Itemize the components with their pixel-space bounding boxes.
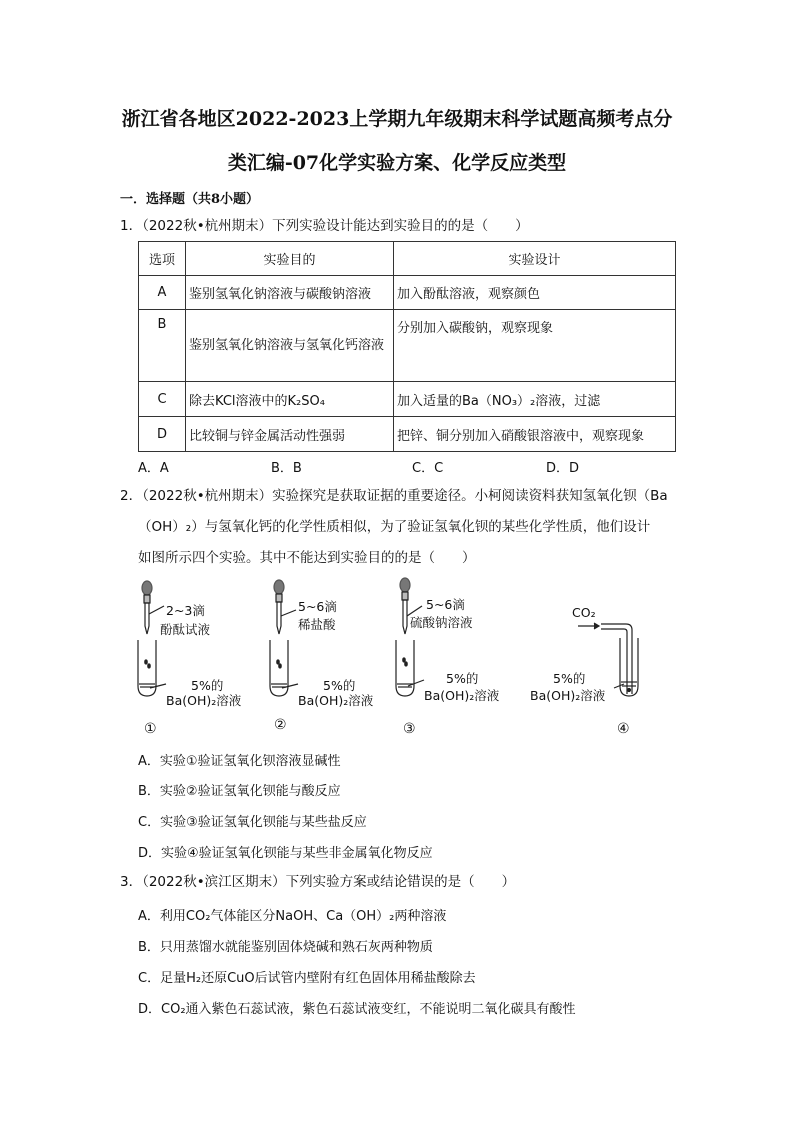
dropper-2 xyxy=(274,580,284,634)
label-leader-1 xyxy=(149,606,164,614)
q1-choice-c: C．C xyxy=(412,461,444,476)
exp1-number: ① xyxy=(144,721,157,737)
exp1-solution-label: Ba(OH)₂溶液 xyxy=(166,693,242,708)
label-leader-2 xyxy=(281,610,296,616)
exp2-drops-label: 5~6滴 xyxy=(298,599,337,614)
exp1-conc-label: 5%的 xyxy=(191,678,224,693)
co2-arrow xyxy=(578,623,599,629)
q2-choice-c: C．实验③验证氢氧化钡能与某些盐反应 xyxy=(138,815,367,830)
row-option: A xyxy=(139,276,186,310)
section-heading: 一．选择题（共8小题） xyxy=(120,192,260,207)
q1-choice-d: D．D xyxy=(546,461,580,476)
exp2-number: ② xyxy=(274,717,287,733)
q1-choice-a: A．A xyxy=(138,461,169,476)
label-leader-3b xyxy=(408,680,424,686)
q3-choice-a: A．利用CO₂气体能区分NaOH、Ca（OH）₂两种溶液 xyxy=(138,909,447,924)
q2-stem-line1: 2．（2022秋•杭州期末）实验探究是获取证据的重要途径。小柯阅读资料获知氢氧化钡（Ba xyxy=(120,488,668,504)
header-design: 实验设计 xyxy=(394,242,676,276)
exp2-solution-label: Ba(OH)₂溶液 xyxy=(298,693,374,708)
q1-choice-b: B．B xyxy=(271,461,302,476)
doc-title-line2: 类汇编-07化学实验方案、化学反应类型 xyxy=(227,152,567,174)
exp3-conc-label: 5%的 xyxy=(446,671,479,686)
row-goal: 鉴别氢氧化钠溶液与碳酸钠溶液 xyxy=(186,276,394,310)
row-design: 分别加入碳酸钠，观察现象 xyxy=(394,310,676,382)
doc-title-line1: 浙江省各地区2022-2023上学期九年级期末科学试题高频考点分 xyxy=(121,108,673,130)
header-option: 选项 xyxy=(139,242,186,276)
exp2-conc-label: 5%的 xyxy=(323,678,356,693)
exp1-reagent-label: 酚酞试液 xyxy=(160,622,211,637)
row-goal: 比较铜与锌金属活动性强弱 xyxy=(186,417,394,452)
q2-choice-b: B．实验②验证氢氧化钡能与酸反应 xyxy=(138,784,341,799)
table-row xyxy=(139,382,676,417)
q2-stem-line3: 如图所示四个实验。其中不能达到实验目的的是（ ） xyxy=(138,550,476,566)
exp4-conc-label: 5%的 xyxy=(553,671,586,686)
test-tube-4 xyxy=(620,638,638,696)
dropper-1 xyxy=(142,581,152,634)
row-option: C xyxy=(139,382,186,417)
exp3-reagent-label: 硫酸钠溶液 xyxy=(410,615,473,630)
dropper-3 xyxy=(400,578,410,634)
exp2-reagent-label: 稀盐酸 xyxy=(298,617,336,632)
gas-tube-4 xyxy=(601,624,632,694)
row-goal: 鉴别氢氧化钠溶液与氢氧化钙溶液 xyxy=(186,310,394,382)
row-design: 加入适量的Ba（NO₃）₂溶液，过滤 xyxy=(394,382,676,417)
header-goal: 实验目的 xyxy=(186,242,394,276)
row-option: D xyxy=(139,417,186,452)
row-design: 把锌、铜分别加入硝酸银溶液中，观察现象 xyxy=(394,417,676,452)
q3-choice-b: B．只用蒸馏水就能鉴别固体烧碱和熟石灰两种物质 xyxy=(138,940,433,955)
row-design: 加入酚酞溶液，观察颜色 xyxy=(394,276,676,310)
exp1-drops-label: 2~3滴 xyxy=(166,603,205,618)
table-row xyxy=(139,310,676,382)
q2-choice-a: A．实验①验证氢氧化钡溶液显碱性 xyxy=(138,754,341,769)
q3-stem: 3．（2022秋•滨江区期末）下列实验方案或结论错误的是（ ） xyxy=(120,874,516,890)
exp4-solution-label: Ba(OH)₂溶液 xyxy=(530,688,606,703)
exp3-number: ③ xyxy=(403,721,416,737)
row-option: B xyxy=(139,310,186,382)
q1-stem: 1．（2022秋•杭州期末）下列实验设计能达到实验目的的是（ ） xyxy=(120,218,529,234)
exp4-co2-label: CO₂ xyxy=(572,605,596,620)
experiment-figure xyxy=(120,574,680,740)
exp3-solution-label: Ba(OH)₂溶液 xyxy=(424,688,500,703)
table-header-row xyxy=(139,242,676,276)
table-row xyxy=(139,417,676,452)
exp4-number: ④ xyxy=(617,721,630,737)
table-row xyxy=(139,276,676,310)
q2-choice-d: D．实验④验证氢氧化钡能与某些非金属氧化物反应 xyxy=(138,846,433,861)
row-goal: 除去KCl溶液中的K₂SO₄ xyxy=(186,382,394,417)
exp3-drops-label: 5~6滴 xyxy=(426,597,465,612)
q2-stem-line2: （OH）₂）与氢氧化钙的化学性质相似，为了验证氢氧化钡的某些化学性质，他们设计 xyxy=(138,519,651,535)
test-tube-3 xyxy=(396,640,414,696)
q1-table xyxy=(138,241,676,452)
q3-choice-d: D．CO₂通入紫色石蕊试液，紫色石蕊试液变红，不能说明二氧化碳具有酸性 xyxy=(138,1002,576,1017)
q3-choice-c: C．足量H₂还原CuO后试管内壁附有红色固体用稀盐酸除去 xyxy=(138,971,476,986)
